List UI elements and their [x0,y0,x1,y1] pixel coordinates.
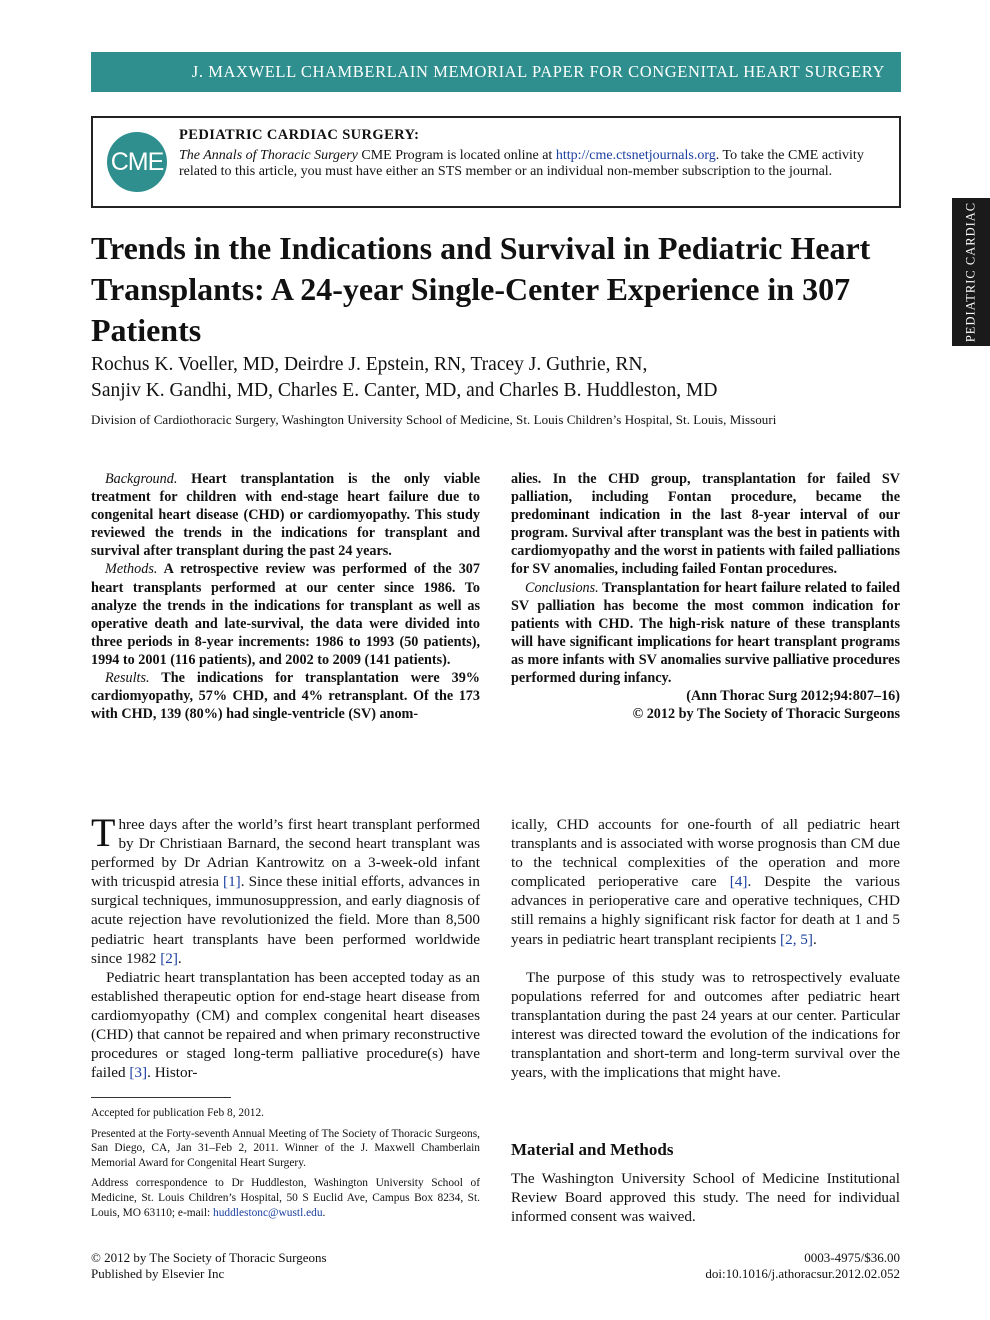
reference-link-4[interactable]: [4] [729,873,748,891]
body-column-left [91,810,480,1082]
reference-link-5[interactable]: [2, 5] [780,930,813,948]
abstract-background [91,470,480,560]
authors-line-2: Sanjiv K. Gandhi, MD, Charles E. Canter, MD, and Charles B. Huddleston, MD [91,380,718,401]
intro-paragraph-1 [91,810,480,968]
footer-doi: doi:10.1016/j.athoracsur.2012.02.052 [705,1265,900,1281]
p1-text-a: hree days after the world’s first heart transplant performed by Dr Christiaan Barnard, the second heart transplant was performed by Dr Adrian Kantrowitz on a 3-week-old infant with tricuspid atresia [91,816,480,891]
cme-box [91,116,901,208]
methods-paragraph [511,1169,900,1226]
article-title: Trends in the Indications and Survival in Pediatric Heart Transplants: A 24-year Single-Center Experience in 307 Patients [91,230,871,348]
abstract-conclusions [511,579,900,688]
methods-text: A retrospective review was performed of the 307 heart transplants performed at our center since 1986. To analyze the trends in the indications for transplant as well as operative death and late-survival, the data were divided into three periods in 8-year increments: 1986 to 1993 (50 patients), 1994 to 2001 (116 patients), and 2002 to 2009 (141 patients). [91,561,480,668]
drop-cap: T [91,810,116,855]
address-end: . [322,1206,326,1219]
p3-text-c: . [812,930,817,948]
intro-paragraph-3 [511,815,900,949]
side-tab-label: PEDIATRIC CARDIAC [963,201,978,343]
section-side-tab [952,198,990,346]
cme-logo-icon [107,132,167,192]
email-link[interactable]: huddlestonc@wustl.edu [213,1206,323,1219]
footer-publisher: Published by Elsevier Inc [91,1265,225,1281]
abstract-column-right [511,470,900,723]
body-column-right [511,815,900,1082]
address-text: Address correspondence to Dr Huddleston, Washington University School of Medicine, St. Louis Children’s Hospital, 50 S Euclid Ave, Campus Box 8234, St. Louis, MO 63110; e-mail: [91,1177,480,1219]
reference-link-1[interactable]: [1] [223,873,241,891]
page-footer-right [600,1250,900,1281]
footer-issn: 0003-4975/$36.00 [804,1250,900,1265]
cme-text-part2: . To take the CME activity related to this article, you must have either an STS member or an individual non-member subscription to the journal. [179,148,864,179]
methods-label: Methods. [105,561,158,578]
p2-text-a: Pediatric heart transplantation has been accepted today as an established therapeutic option for end-stage heart disease from cardiomyopathy (CM) and complex congenital heart diseases (CHD) that cannot be repaired and when primary reconstructive procedures or staged long-term palliative procedure(s) have failed [91,968,480,1082]
cme-description [179,148,879,180]
p3-text-b: . Despite the various advances in perioperative care and operative techniques, CHD still remains a highly significant risk factor for death at 1 and 5 years in pediatric heart transplant recipients [511,873,900,948]
affiliation: Division of Cardiothoracic Surgery, Washington University School of Medicine, St. Louis Children’s Hospital, St. Louis, Missouri [91,412,777,427]
methods-paragraph-text: The Washington University School of Medicine Institutional Review Board approved this study. The need for individual informed consent was waived. [511,1170,900,1226]
intro-paragraph-4: The purpose of this study was to retrospectively evaluate populations referred for and outcomes after pediatric heart transplantation during the past 24 years at our center. Particular interest was directed toward the evolution of the indications for transplantation and short-term and long-term survival over the years, with the implications that might have. [511,968,900,1082]
journal-banner [91,52,901,92]
cme-text-part1: CME Program is located online at [357,148,556,163]
intro-paragraph-2 [91,968,480,1083]
reference-link-2[interactable]: [2] [160,949,178,967]
banner-text: J. MAXWELL CHAMBERLAIN MEMORIAL PAPER FOR CONGENITAL HEART SURGERY [191,62,885,81]
footnote-accepted: Accepted for publication Feb 8, 2012. [91,1107,265,1119]
p1-text-c: . [177,949,182,967]
results-text-a: The indications for transplantation were 39% cardiomyopathy, 57% CHD, and 4% retransplant. Of the 173 with CHD, 139 (80%) had single-ventricle (SV) anom- [91,670,480,723]
journal-citation: (Ann Thorac Surg 2012;94:807–16) [686,688,900,705]
abstract-column-left [91,470,480,723]
p3-text-a: ically, CHD accounts for one-fourth of all pediatric heart transplants and is associated with worse prognosis than CM due to the technical complexities of the operation and more complicated perioperative care [511,816,900,891]
cme-link[interactable]: http://cme.ctsnetjournals.org [555,148,716,163]
footnote-address [91,1176,480,1220]
reference-link-3[interactable]: [3] [129,1064,148,1082]
cme-journal-name: The Annals of Thoracic Surgery [179,148,358,163]
abstract-copyright: © 2012 by The Society of Thoracic Surgeons [632,706,900,723]
abstract-results-continued: alies. In the CHD group, transplantation for failed SV palliation, including Fontan procedure, became the predominant indication in the last 8-year interval of our program. Survival after transplant was the best in patients with cardiomyopathy and the worst in patients with failed palliations for SV anomalies, including failed Fontan procedures. [511,471,900,578]
results-label: Results. [105,670,150,687]
footnote-presented: Presented at the Forty-seventh Annual Meeting of The Society of Thoracic Surgeons, San Diego, CA, Jan 31–Feb 2, 2011. Winner of the J. Maxwell Chamberlain Memorial Award for Congenital Heart Surgery. [91,1127,480,1169]
p2-text-b: . Histor- [147,1064,198,1082]
background-text: Heart transplantation is the only viable treatment for children with end-stage heart failure due to congenital heart disease (CHD) or cardiomyopathy. This study reviewed the trends in the indications for transplant and survival after transplant during the past 24 years. [91,471,480,560]
cme-heading: PEDIATRIC CARDIAC SURGERY: [179,127,420,143]
footnote-divider [91,1097,231,1098]
abstract-results [91,669,480,723]
section-heading-methods: Material and Methods [511,1140,674,1159]
authors-line-1: Rochus K. Voeller, MD, Deirdre J. Epstein, RN, Tracey J. Guthrie, RN, [91,354,648,375]
conclusions-label: Conclusions. [525,579,599,596]
background-label: Background. [105,471,178,487]
conclusions-text: Transplantation for heart failure related to failed SV palliation has become the most common indication for patients with CHD. The high-risk nature of these transplants will have significant implications for heart transplant programs as more infants with SV anomalies survive palliative procedures performed during infancy. [511,579,900,687]
page-footer-left [91,1250,327,1281]
cme-logo-text: CME [110,147,164,176]
author-list [91,352,911,404]
footnotes [91,1106,480,1226]
abstract-methods [91,560,480,669]
footer-copyright: © 2012 by The Society of Thoracic Surgeons [91,1250,327,1265]
p1-text-b: . Since these initial efforts, advances in surgical techniques, immunosuppression, and early diagnosis of acute rejection have revolutionized the field. More than 8,500 pediatric heart transplants have been performed worldwide since 1982 [91,873,480,967]
